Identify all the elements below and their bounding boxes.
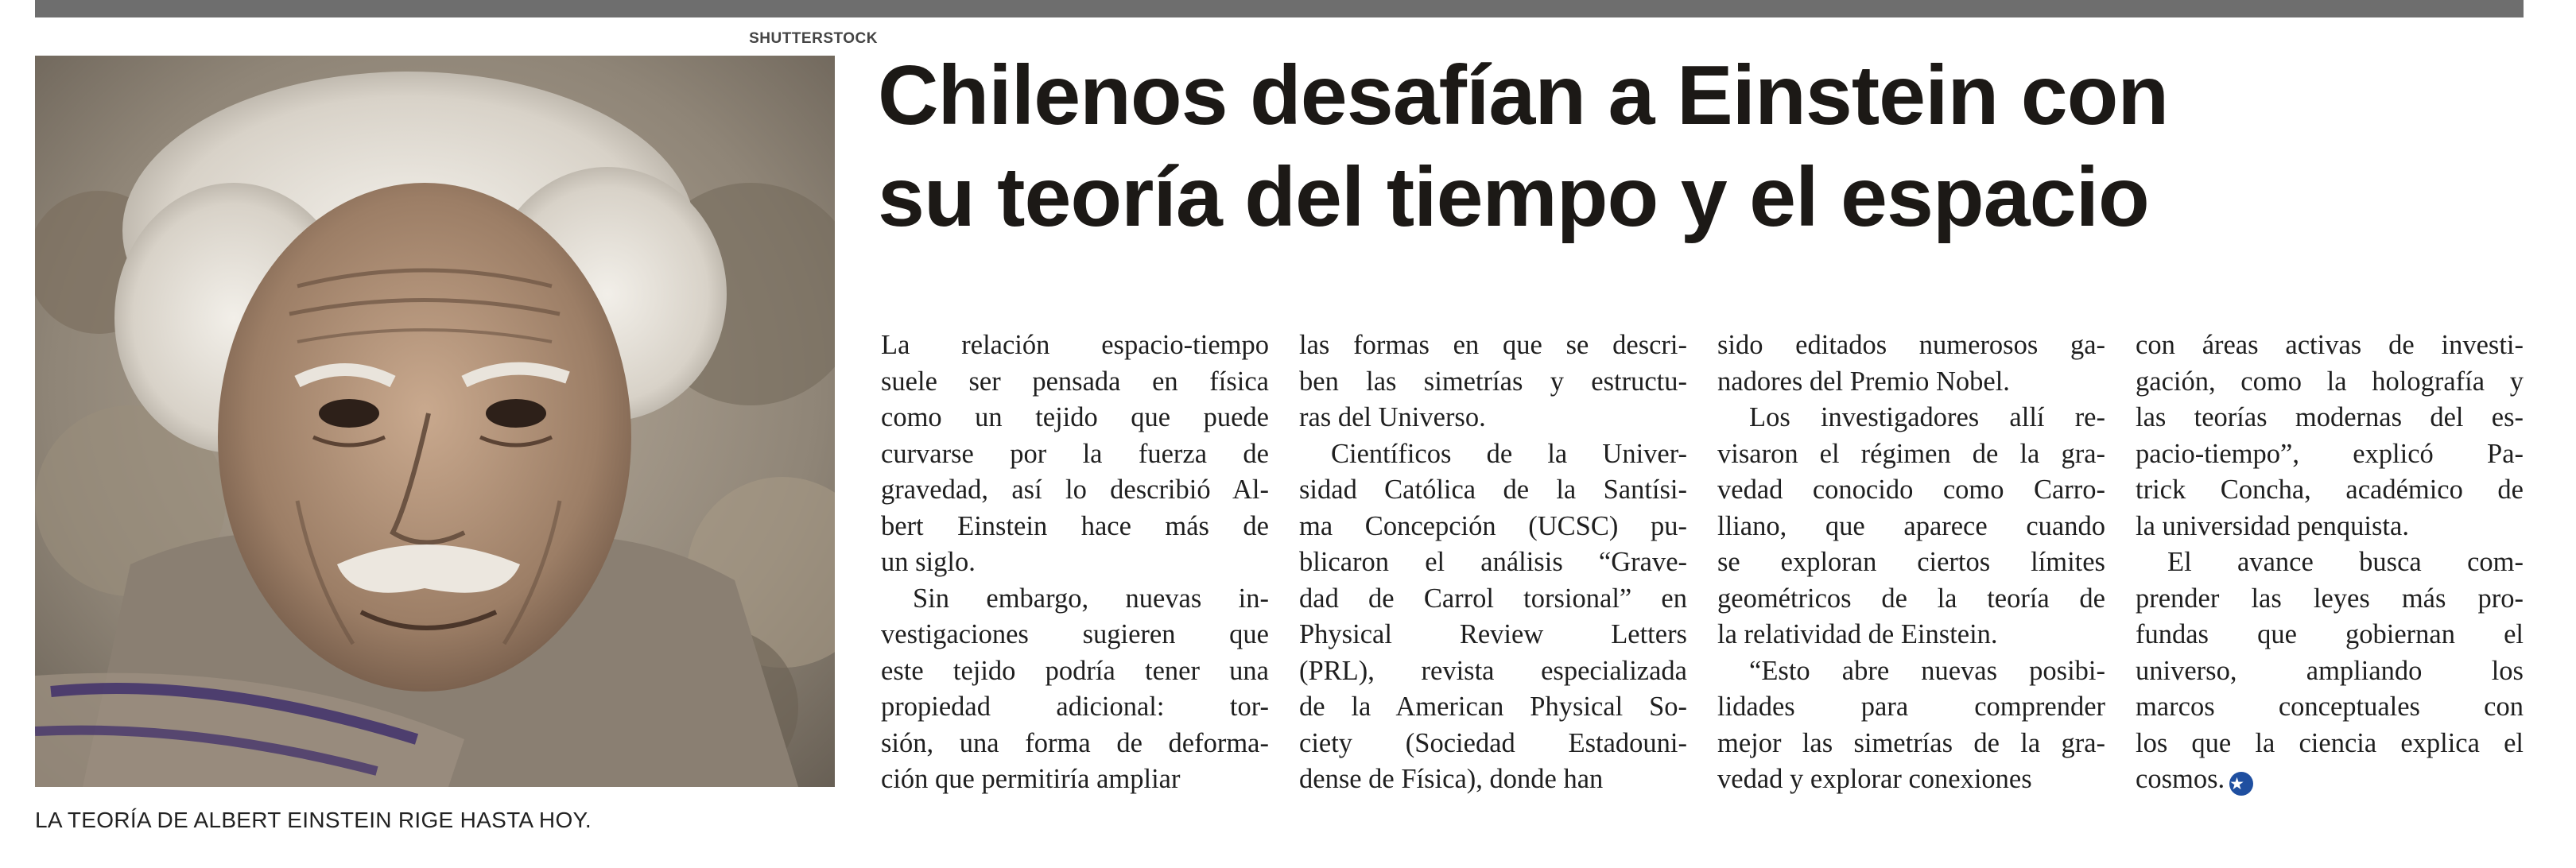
text-line: prender las leyes más pro- [2136,583,2524,614]
text-line: suele ser pensada en física [881,366,1269,397]
text-line: sidad Católica de la Santísi- [1299,475,1687,505]
text-line: ma Concepción (UCSC) pu- [1299,510,1687,541]
paragraph [1299,327,1687,436]
text-line: propiedad adicional: tor- [881,692,1269,722]
text-line: gación, como la holografía y [2136,366,2524,397]
text-line: El avance busca com- [2167,547,2524,577]
paragraph [881,327,1269,581]
text-line: sido editados numerosos ga- [1717,330,2105,360]
text-line: ciety (Sociedad Estadouni- [1299,727,1687,758]
text-line: pacio-tiempo”, explicó Pa- [2136,438,2524,469]
text-column-2 [1299,327,1687,798]
text-line: dense de Física), donde han [1299,764,1604,794]
text-line: ción que permitiría ampliar [881,764,1181,794]
einstein-photo [35,56,835,787]
text-line: gravedad, así lo describió Al- [881,475,1269,505]
article-headline [878,45,2531,248]
text-line: (PRL), revista especializada [1299,655,1687,686]
paragraph [1717,327,2105,400]
text-line: de la American Physical So- [1299,692,1687,722]
text-line: la relatividad de Einstein. [1717,619,1998,649]
text-line: mejor las simetrías de la gra- [1717,727,2105,758]
headline-line-1: Chilenos desafían a Einstein con [878,48,2169,142]
photo-credit: SHUTTERSTOCK [749,30,878,47]
text-line: geométricos de la teoría de [1717,583,2105,614]
text-line: Physical Review Letters [1299,619,1687,649]
text-line: las teorías modernas del es- [2136,402,2524,432]
text-line: Los investigadores allí re- [1749,402,2105,432]
text-line: curvarse por la fuerza de [881,438,1269,469]
text-line: marcos conceptuales con [2136,692,2524,722]
text-line: este tejido podría tener una [881,655,1269,686]
text-line: cosmos. ★ [2136,761,2524,798]
article-body [881,327,2524,844]
text-line: un siglo. [881,547,976,577]
paragraph [2136,327,2524,544]
text-line: la universidad penquista. [2136,510,2409,541]
photo-caption: LA TEORÍA DE ALBERT EINSTEIN RIGE HASTA HOY. [35,808,592,832]
paragraph [1717,400,2105,653]
text-line: Sin embargo, nuevas in- [913,583,1269,614]
text-line: nadores del Premio Nobel. [1717,366,2010,397]
paragraph [1299,436,1687,798]
text-line: lliano, que aparece cuando [1717,510,2105,541]
text-line: vedad conocido como Carro- [1717,475,2105,505]
paragraph [881,581,1269,798]
text-line: universo, ampliando los [2136,655,2524,686]
text-line: las formas en que se descri- [1299,330,1687,360]
top-rule [35,0,2524,17]
text-line: “Esto abre nuevas posibi- [1749,655,2105,686]
text-line: los que la ciencia explica el [2136,727,2524,758]
text-column-4 [2136,327,2524,798]
text-line: fundas que gobiernan el [2136,619,2524,649]
text-line: lidades para comprender [1717,692,2105,722]
text-line: bert Einstein hace más de [881,510,1269,541]
text-line: blicaron el análisis “Grave- [1299,547,1687,577]
text-line: La relación espacio-tiempo [881,330,1269,360]
paragraph [2136,544,2524,798]
text-line: con áreas activas de investi- [2136,330,2524,360]
text-column-3 [1717,327,2105,798]
text-line: vestigaciones sugieren que [881,619,1269,649]
star-in-circle-icon: ★ [2229,772,2253,796]
text-line: como un tejido que puede [881,402,1269,432]
text-line: ras del Universo. [1299,402,1486,432]
headline-line-2: su teoría del tiempo y el espacio [878,150,2149,244]
text-column-1 [881,327,1269,798]
text-line: Científicos de la Univer- [1331,438,1687,469]
text-line: ben las simetrías y estructu- [1299,366,1687,397]
text-line: visaron el régimen de la gra- [1717,438,2105,469]
text-line: trick Concha, académico de [2136,475,2524,505]
text-line: dad de Carrol torsional” en [1299,583,1687,614]
text-line: se exploran ciertos límites [1717,547,2105,577]
paragraph [1717,653,2105,798]
text-line: vedad y explorar conexiones [1717,764,2032,794]
text-line: sión, una forma de deforma- [881,727,1269,758]
